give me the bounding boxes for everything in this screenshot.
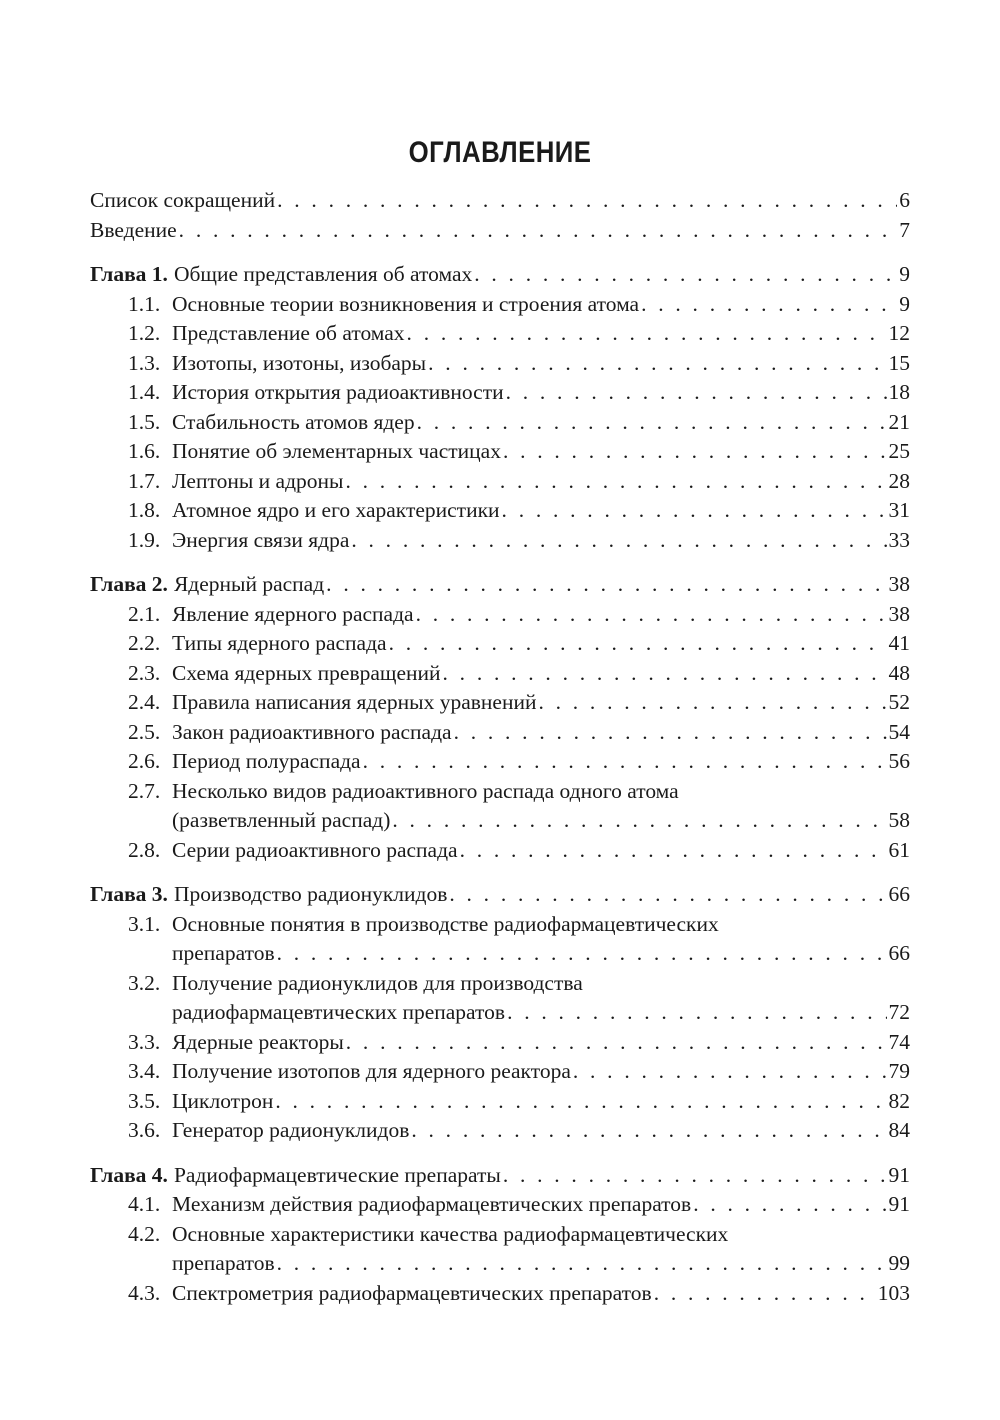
chapter-title: Производство радионуклидов (173, 882, 448, 906)
toc-page-number: 25 (888, 439, 910, 463)
section-title: Правила написания ядерных уравнений (172, 690, 537, 714)
toc-entry-text: Список сокращений (90, 188, 276, 212)
section-title: Основные понятия в производстве радиофармацевтических (172, 911, 719, 936)
toc-section-2-4[interactable] (90, 688, 910, 718)
toc-section-3-1[interactable] (90, 910, 910, 940)
toc-page-number: 79 (888, 1059, 910, 1083)
dot-leader (277, 186, 897, 216)
section-number: 2.3. (128, 660, 161, 685)
toc-page-number: 91 (888, 1192, 910, 1216)
toc-section-2-5[interactable] (90, 718, 910, 748)
chapter-label: Глава 2. (90, 572, 168, 596)
chapter-label: Глава 1. (90, 262, 168, 286)
toc-section-1-8[interactable] (90, 496, 910, 526)
section-title-continuation: радиофармацевтических препаратов (172, 1000, 506, 1024)
section-number: 2.8. (128, 837, 161, 862)
dot-leader (641, 290, 897, 320)
section-title: Основные теории возникновения и строения атома (172, 291, 640, 316)
dot-leader (407, 319, 887, 349)
section-title: Понятие об элементарных частицах (172, 439, 501, 463)
dot-leader (346, 467, 887, 497)
section-title: Представление об атомах (172, 321, 405, 345)
dot-leader (503, 1161, 887, 1191)
dot-leader (502, 496, 887, 526)
section-title: Получение радионуклидов для производства (172, 970, 583, 995)
dot-leader (460, 836, 887, 866)
toc-page-number: 38 (888, 572, 910, 596)
dot-leader (443, 659, 887, 689)
section-title: Стабильность атомов ядер (172, 409, 415, 434)
dot-leader (411, 1116, 886, 1146)
section-number: 3.1. (128, 911, 161, 936)
toc-entry-introduction[interactable] (90, 216, 910, 246)
dot-leader (573, 1057, 887, 1087)
toc-page-number: 54 (888, 719, 910, 744)
dot-leader (449, 880, 886, 910)
dot-leader (507, 998, 886, 1028)
section-number: 2.4. (128, 690, 161, 714)
toc-page-number: 66 (888, 941, 910, 965)
toc-section-3-5[interactable] (90, 1087, 910, 1117)
toc-page-number: 31 (888, 498, 910, 522)
toc-page-number: 15 (888, 350, 910, 375)
toc-chapter-1[interactable] (90, 260, 910, 290)
section-number: 1.8. (128, 498, 161, 522)
dot-leader (654, 1279, 876, 1309)
toc-page-number: 56 (888, 749, 910, 773)
toc-page-number: 18 (888, 380, 910, 404)
section-number: 3.2. (128, 970, 161, 995)
section-number: 4.1. (128, 1192, 161, 1216)
section-number: 2.2. (128, 631, 161, 655)
section-title: Основные характеристики качества радиофармацевтических (172, 1221, 729, 1246)
toc-section-3-2-cont[interactable] (90, 998, 910, 1028)
chapter-title: Ядерный распад (173, 572, 325, 596)
toc-page-number: 84 (888, 1118, 910, 1142)
toc-section-3-6[interactable] (90, 1116, 910, 1146)
toc-page-number: 21 (888, 409, 910, 434)
dot-leader (693, 1190, 886, 1220)
section-number: 1.9. (128, 527, 161, 552)
toc-page-number: 38 (888, 601, 910, 626)
toc-page-number: 82 (888, 1088, 910, 1113)
toc-page-number: 99 (888, 1251, 910, 1275)
dot-leader (503, 437, 887, 467)
toc-section-2-3[interactable] (90, 659, 910, 689)
dot-leader (454, 718, 887, 748)
dot-leader (277, 939, 887, 969)
toc-section-1-9[interactable] (90, 526, 910, 556)
section-title: Схема ядерных превращений (172, 660, 441, 685)
toc-section-2-2[interactable] (90, 629, 910, 659)
section-title-continuation: (разветвленный распад) (172, 808, 391, 832)
dot-leader (506, 378, 887, 408)
toc-page-number: 33 (888, 527, 910, 552)
section-number: 3.4. (128, 1059, 161, 1083)
dot-leader (392, 806, 886, 836)
section-title: Явление ядерного распада (172, 601, 414, 626)
section-title: Получение изотопов для ядерного реактора (172, 1059, 571, 1083)
toc-page-number: 41 (888, 631, 910, 655)
toc-page-number: 48 (888, 660, 910, 685)
page-title: ОГЛАВЛЕНИЕ (408, 136, 592, 169)
dot-leader (417, 408, 887, 438)
toc-page-number: 66 (888, 882, 910, 906)
toc-chapter-4[interactable] (90, 1161, 910, 1191)
section-number: 1.6. (128, 439, 161, 463)
toc-section-1-3[interactable] (90, 349, 910, 379)
section-title: Серии радиоактивного распада (172, 837, 458, 862)
toc-section-4-2-cont[interactable] (90, 1249, 910, 1279)
dot-leader (428, 349, 886, 379)
section-title: Лептоны и адроны (172, 468, 344, 493)
toc-entry-text: Введение (90, 217, 177, 242)
section-number: 2.1. (128, 601, 161, 626)
dot-leader (346, 1028, 887, 1058)
toc-page-number: 28 (888, 468, 910, 493)
chapter-label: Глава 3. (90, 882, 168, 906)
section-title: Генератор радионуклидов (172, 1118, 410, 1142)
section-title: Атомное ядро и его характеристики (172, 498, 500, 522)
toc-page-number: 12 (888, 321, 910, 345)
section-number: 4.2. (128, 1221, 161, 1246)
section-title: Спектрометрия радиофармацевтических препаратов (172, 1280, 652, 1305)
section-number: 1.1. (128, 291, 161, 316)
section-title: Ядерные реакторы (172, 1029, 344, 1054)
section-title: Закон радиоактивного распада (172, 719, 452, 744)
section-title-continuation: препаратов (172, 1251, 275, 1275)
toc-section-2-6[interactable] (90, 747, 910, 777)
dot-leader (538, 688, 886, 718)
toc-page-number: 9 (899, 291, 910, 316)
chapter-title: Общие представления об атомах (173, 262, 473, 286)
section-number: 4.3. (128, 1280, 161, 1305)
section-number: 2.7. (128, 778, 161, 803)
toc-section-2-8[interactable] (90, 836, 910, 866)
section-number: 2.5. (128, 719, 161, 744)
toc-page-number: 74 (888, 1029, 910, 1054)
dot-leader (179, 216, 898, 246)
toc-section-1-7[interactable] (90, 467, 910, 497)
toc-section-3-1-cont[interactable] (90, 939, 910, 969)
dot-leader (275, 1087, 886, 1117)
toc-page-number: 58 (888, 808, 910, 832)
dot-leader (474, 260, 897, 290)
section-title: Циклотрон (172, 1088, 274, 1113)
section-number: 1.3. (128, 350, 161, 375)
section-number: 1.7. (128, 468, 161, 493)
dot-leader (363, 747, 887, 777)
chapter-title: Радиофармацевтические препараты (173, 1162, 501, 1187)
dot-leader (351, 526, 886, 556)
section-title: Механизм действия радиофармацевтических препаратов (172, 1192, 692, 1216)
toc-chapter-2[interactable] (90, 570, 910, 600)
dot-leader (326, 570, 886, 600)
toc-section-1-4[interactable] (90, 378, 910, 408)
section-title: Типы ядерного распада (172, 631, 387, 655)
dot-leader (277, 1249, 887, 1279)
toc-section-4-2[interactable] (90, 1220, 910, 1250)
toc-page-number: 52 (888, 690, 910, 714)
toc-section-3-4[interactable] (90, 1057, 910, 1087)
toc-section-2-7-cont[interactable] (90, 806, 910, 836)
toc-section-2-7[interactable] (90, 777, 910, 807)
toc-page-number: 61 (888, 837, 910, 862)
toc-section-1-1[interactable] (90, 290, 910, 320)
section-title: Изотопы, изотоны, изобары (172, 350, 427, 375)
toc-chapter-3[interactable] (90, 880, 910, 910)
section-title: История открытия радиоактивности (172, 380, 504, 404)
section-number: 3.5. (128, 1088, 161, 1113)
toc-section-3-2[interactable] (90, 969, 910, 999)
dot-leader (416, 600, 887, 630)
toc-section-1-5[interactable] (90, 408, 910, 438)
toc-page-number: 6 (899, 188, 910, 212)
section-title-continuation: препаратов (172, 941, 275, 965)
toc-section-3-3[interactable] (90, 1028, 910, 1058)
section-title: Энергия связи ядра (172, 527, 350, 552)
section-number: 1.2. (128, 321, 161, 345)
section-number: 3.6. (128, 1118, 161, 1142)
chapter-label: Глава 4. (90, 1162, 168, 1187)
toc-section-4-1[interactable] (90, 1190, 910, 1220)
section-title: Период полураспада (172, 749, 361, 773)
toc-section-1-6[interactable] (90, 437, 910, 467)
toc-page-number: 9 (899, 262, 910, 286)
section-number: 3.3. (128, 1029, 161, 1054)
section-title: Несколько видов радиоактивного распада одного атома (172, 778, 679, 803)
toc-page-number: 72 (888, 1000, 910, 1024)
section-number: 1.5. (128, 409, 161, 434)
section-number: 2.6. (128, 749, 161, 773)
toc-section-1-2[interactable] (90, 319, 910, 349)
dot-leader (389, 629, 887, 659)
toc-page-number: 103 (877, 1280, 910, 1305)
toc-section-4-3[interactable] (90, 1279, 910, 1309)
toc-entry-abbreviations[interactable] (90, 186, 910, 216)
toc-page-number: 7 (899, 217, 910, 242)
toc-page-number: 91 (888, 1162, 910, 1187)
table-of-contents (90, 186, 910, 1308)
section-number: 1.4. (128, 380, 161, 404)
toc-section-2-1[interactable] (90, 600, 910, 630)
